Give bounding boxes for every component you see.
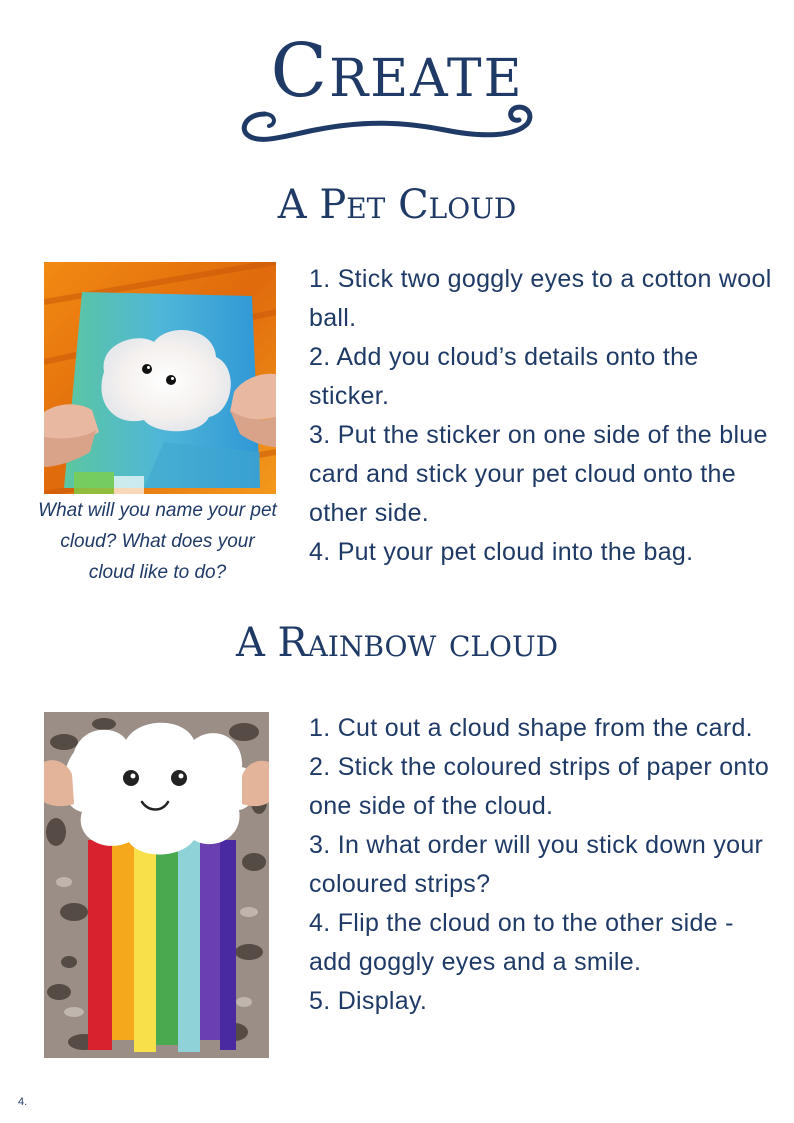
- step-item: 3. Put the sticker on one side of the blue card and stick your pet cloud onto the other side.: [309, 421, 768, 527]
- section-heading-pet-cloud: A Pet Cloud: [277, 182, 517, 228]
- rainbow-cloud-steps: [309, 709, 779, 1021]
- page-title: Create: [270, 28, 524, 114]
- rainbow-cloud-photo: [44, 712, 269, 1058]
- step-item: 2. Stick the coloured strips of paper onto one side of the cloud.: [309, 753, 770, 820]
- section-heading-rainbow-cloud: A Rainbow cloud: [235, 620, 559, 666]
- pet-cloud-steps: [309, 260, 779, 572]
- step-item: 4. Put your pet cloud into the bag.: [309, 538, 694, 566]
- pet-cloud-photo: [44, 262, 276, 494]
- pet-cloud-caption: What will you name your pet cloud? What does your cloud like to do?: [38, 500, 277, 583]
- step-item: 5. Display.: [309, 987, 428, 1015]
- step-item: 1. Stick two goggly eyes to a cotton wool ball.: [309, 265, 772, 332]
- step-item: 2. Add you cloud’s details onto the sticker.: [309, 343, 699, 410]
- step-item: 3. In what order will you stick down your coloured strips?: [309, 831, 764, 898]
- step-item: 4. Flip the cloud on to the other side - add goggly eyes and a smile.: [309, 909, 734, 976]
- page-number: 4.: [18, 1096, 28, 1108]
- title-swash-ornament: [235, 92, 545, 152]
- step-item: 1. Cut out a cloud shape from the card.: [309, 714, 753, 742]
